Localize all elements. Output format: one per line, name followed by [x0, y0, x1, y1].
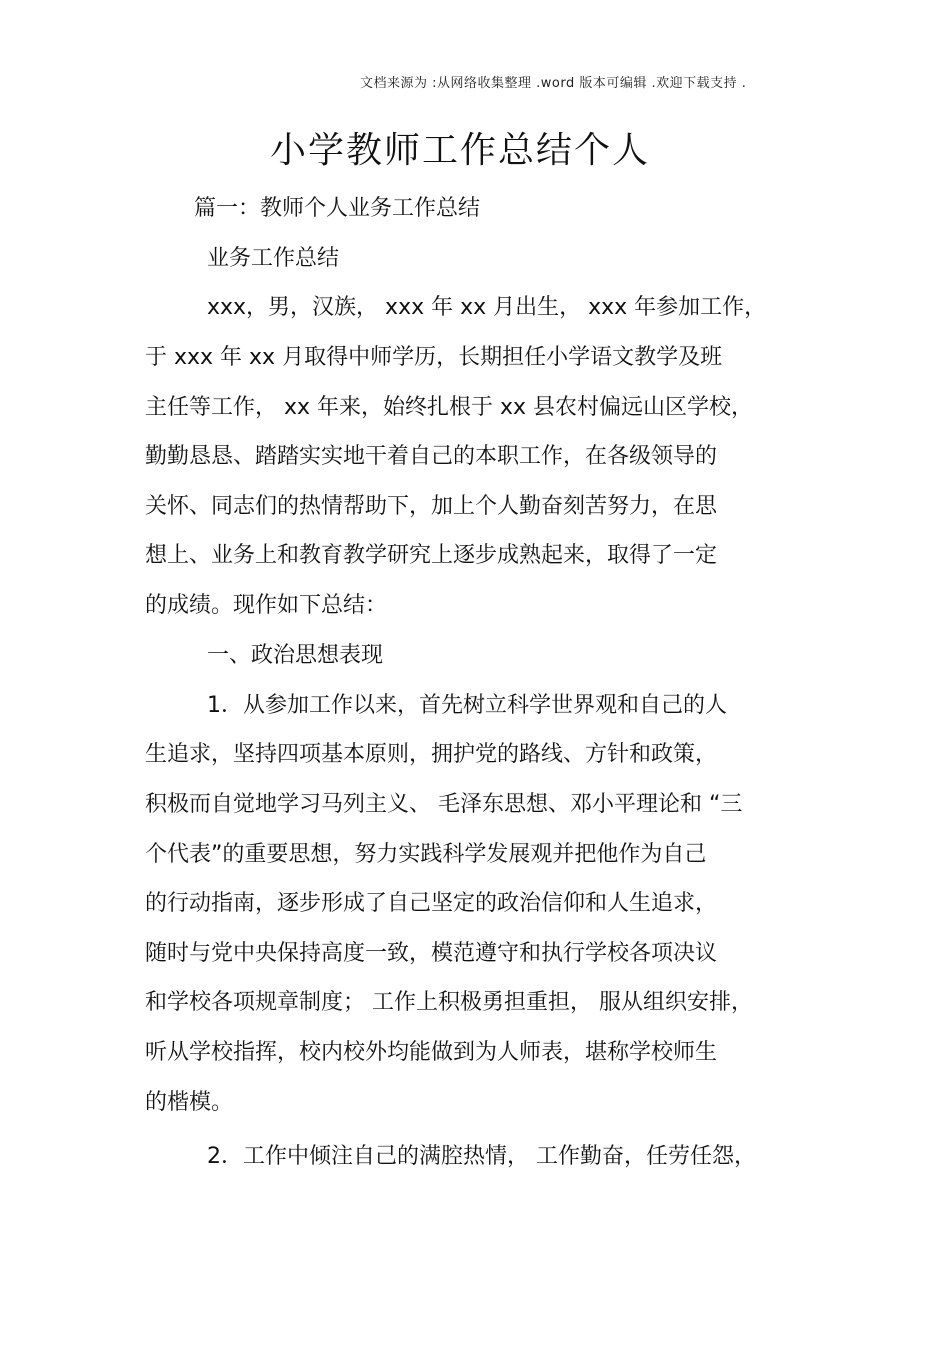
paragraph-line: 个代表”的重要思想，努力实践科学发展观并把他作为自己 — [145, 842, 707, 867]
subheading: 一、政治思想表现 — [207, 643, 384, 668]
source-note: 文档来源为 :从网络收集整理 .word 版本可编辑 .欢迎下载支持 . — [360, 76, 747, 91]
paragraph-line: 主任等工作， xx 年来，始终扎根于 xx 县农村偏远山区学校， — [145, 395, 754, 420]
paragraph-line: 1．从参加工作以来，首先树立科学世界观和自己的人 — [207, 693, 727, 718]
paragraph-line: 积极而自觉地学习马列主义、 毛泽东思想、邓小平理论和 “三 — [145, 792, 743, 817]
paragraph-line: 想上、业务上和教育教学研究上逐步成熟起来，取得了一定 — [145, 543, 718, 568]
paragraph-line: 2．工作中倾注自己的满腔热情， 工作勤奋，任劳任怨， — [207, 1144, 756, 1169]
paragraph-line: 的成绩。现作如下总结： — [145, 593, 388, 618]
paragraph-line: 勤勤恳恳、踏踏实实地干着自己的本职工作，在各级领导的 — [145, 444, 718, 469]
paragraph-line: 于 xxx 年 xx 月取得中师学历，长期担任小学语文教学及班 — [145, 345, 723, 370]
paragraph-line: 生追求，坚持四项基本原则，拥护党的路线、方针和政策， — [145, 742, 718, 767]
paragraph-line: 随时与党中央保持高度一致，模范遵守和执行学校各项决议 — [145, 941, 718, 966]
paragraph-line: xxx，男，汉族， xxx 年 xx 月出生， xxx 年参加工作， — [207, 295, 767, 320]
subheading: 业务工作总结 — [207, 246, 340, 271]
paragraph-line: 的楷模。 — [145, 1090, 234, 1115]
paragraph-line: 关怀、同志们的热情帮助下，加上个人勤奋刻苦努力，在思 — [145, 494, 718, 519]
paragraph-line: 和学校各项规章制度； 工作上积极勇担重担， 服从组织安排， — [145, 990, 753, 1015]
paragraph-line: 听从学校指挥，校内校外均能做到为人师表，堪称学校师生 — [145, 1040, 718, 1065]
section-heading: 篇一：教师个人业务工作总结 — [194, 196, 481, 221]
page-title: 小学教师工作总结个人 — [269, 130, 650, 171]
paragraph-line: 的行动指南，逐步形成了自己坚定的政治信仰和人生追求， — [145, 891, 718, 916]
